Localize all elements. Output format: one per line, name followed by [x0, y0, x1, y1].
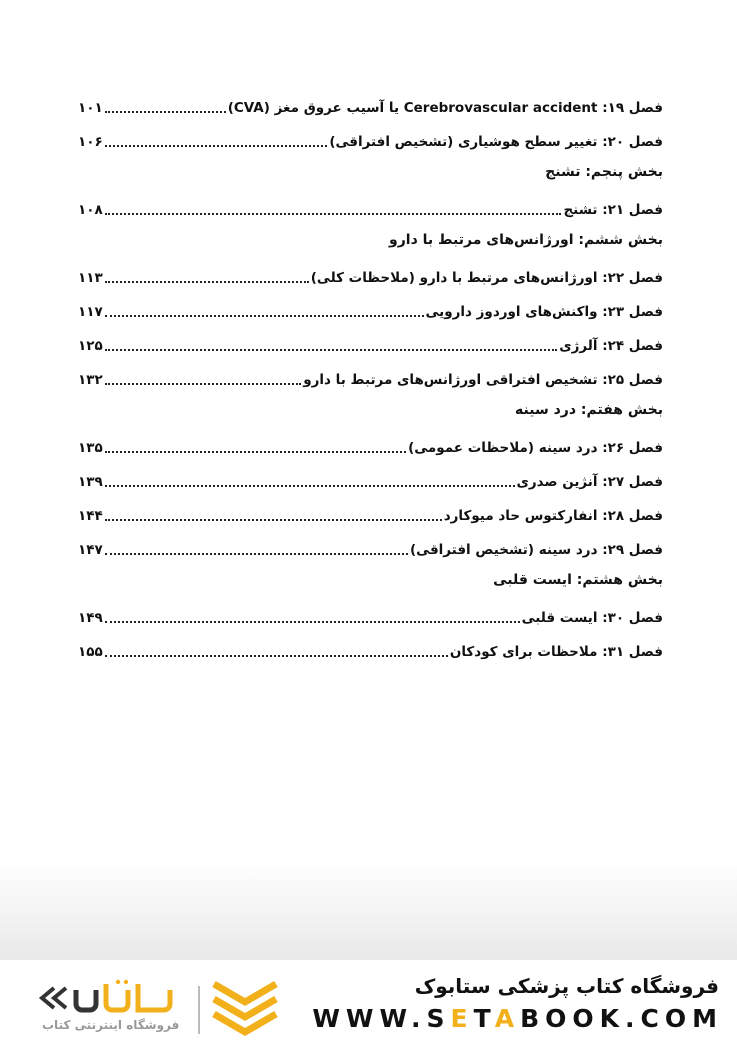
- toc-entry-page: ۱۰۸: [78, 202, 103, 218]
- toc-leader-dots: [105, 315, 424, 317]
- toc-entry-title: فصل ۲۵: تشخیص افتراقی اورژانس‌های مرتبط با دارو: [303, 372, 663, 388]
- setabook-wordmark-icon: [26, 978, 191, 1018]
- toc-entry-page: ۱۵۵: [78, 644, 103, 660]
- toc-entry-title: فصل ۲۲: اورژانس‌های مرتبط با دارو (ملاحظات کلی): [310, 270, 663, 286]
- toc-leader-dots: [105, 485, 515, 487]
- toc-entry-title: فصل ۲۱: تشنج: [563, 202, 663, 218]
- toc-entry-title: فصل ۳۱: ملاحظات برای کودکان: [449, 644, 663, 660]
- toc-entry-title: فصل ۲۹: درد سینه (تشخیص افتراقی): [409, 542, 663, 558]
- toc-entry-page: ۱۳۲: [78, 372, 103, 388]
- toc-entry-title: فصل ۲۸: انفارکتوس حاد میوکارد: [443, 508, 663, 524]
- url-part-3: T: [473, 1004, 495, 1033]
- toc-leader-dots: [105, 145, 328, 147]
- toc-entry-title: فصل ۳۰: ایست قلبی: [521, 610, 663, 626]
- toc-leader-dots: [105, 621, 520, 623]
- toc-leader-dots: [105, 281, 309, 283]
- toc-entry-page: ۱۳۵: [78, 440, 103, 456]
- toc-entry[interactable]: [78, 470, 663, 492]
- toc-entry-title: فصل ۲۶: درد سینه (ملاحظات عمومی): [408, 440, 663, 456]
- toc-entry-page: ۱۱۷: [78, 304, 103, 320]
- toc-entry-page: ۱۴۹: [78, 610, 103, 626]
- toc-entry-title: فصل ۲۴: آلرژی: [559, 338, 663, 354]
- toc-entry[interactable]: [78, 334, 663, 356]
- toc-entry[interactable]: [78, 266, 663, 288]
- toc-entry[interactable]: [78, 538, 663, 560]
- toc-entry[interactable]: [78, 96, 663, 118]
- toc-entry-title: فصل ۲۰: تغییر سطح هوشیاری (تشخیص افتراقی): [329, 134, 663, 150]
- toc-entry[interactable]: [78, 368, 663, 390]
- url-part-5: B: [520, 1004, 546, 1033]
- toc-leader-dots: [105, 111, 226, 113]
- url-part-2: E: [450, 1004, 474, 1033]
- toc-section-heading: بخش هشتم: ایست قلبی: [493, 572, 663, 588]
- store-footer: [0, 960, 737, 1044]
- toc-entry-page: ۱۴۷: [78, 542, 103, 558]
- toc-section-heading: بخش پنجم: تشنج: [545, 164, 663, 180]
- toc-leader-dots: [105, 519, 442, 521]
- url-part-1: WWW.S: [312, 1004, 451, 1033]
- toc-entry-title: فصل ۲۷: آنژین صدری: [516, 474, 663, 490]
- toc-entry-page: ۱۴۴: [78, 508, 103, 524]
- toc-section-heading: بخش هفتم: درد سینه: [515, 402, 663, 418]
- toc-entry-page: ۱۱۳: [78, 270, 103, 286]
- setabook-logo-icon: [210, 980, 280, 1036]
- logo-subtitle: فروشگاه اینترنتی کتاب: [42, 1018, 180, 1032]
- toc-entry[interactable]: [78, 606, 663, 628]
- url-part-6: OOK.COM: [545, 1004, 723, 1033]
- toc-entry[interactable]: [78, 130, 663, 152]
- toc-leader-dots: [105, 451, 406, 453]
- toc-leader-dots: [105, 349, 558, 351]
- toc-entry[interactable]: [78, 300, 663, 322]
- url-part-4: A: [494, 1004, 521, 1033]
- toc-entry-page: ۱۳۹: [78, 474, 103, 490]
- toc-entry[interactable]: [78, 504, 663, 526]
- store-title: فروشگاه کتاب پزشکی ستابوک: [414, 974, 719, 998]
- store-url[interactable]: [312, 1004, 723, 1033]
- toc-leader-dots: [105, 553, 408, 555]
- toc-entry-page: ۱۰۱: [78, 100, 103, 116]
- toc-leader-dots: [105, 213, 562, 215]
- toc-leader-dots: [105, 383, 302, 385]
- toc-entry[interactable]: [78, 436, 663, 458]
- toc-section-heading: بخش ششم: اورژانس‌های مرتبط با دارو: [389, 232, 663, 248]
- toc-entry-page: ۱۲۵: [78, 338, 103, 354]
- toc-entry[interactable]: [78, 640, 663, 662]
- toc-entry-page: ۱۰۶: [78, 134, 103, 150]
- toc-entry-title: فصل ۱۹: Cerebrovascular accident یا آسیب عروق مغز (CVA): [227, 100, 663, 116]
- toc-leader-dots: [105, 655, 448, 657]
- toc-entry-title: فصل ۲۳: واکنش‌های اوردوز دارویی: [425, 304, 663, 320]
- toc-entry[interactable]: [78, 198, 663, 220]
- logo-divider: [198, 986, 200, 1034]
